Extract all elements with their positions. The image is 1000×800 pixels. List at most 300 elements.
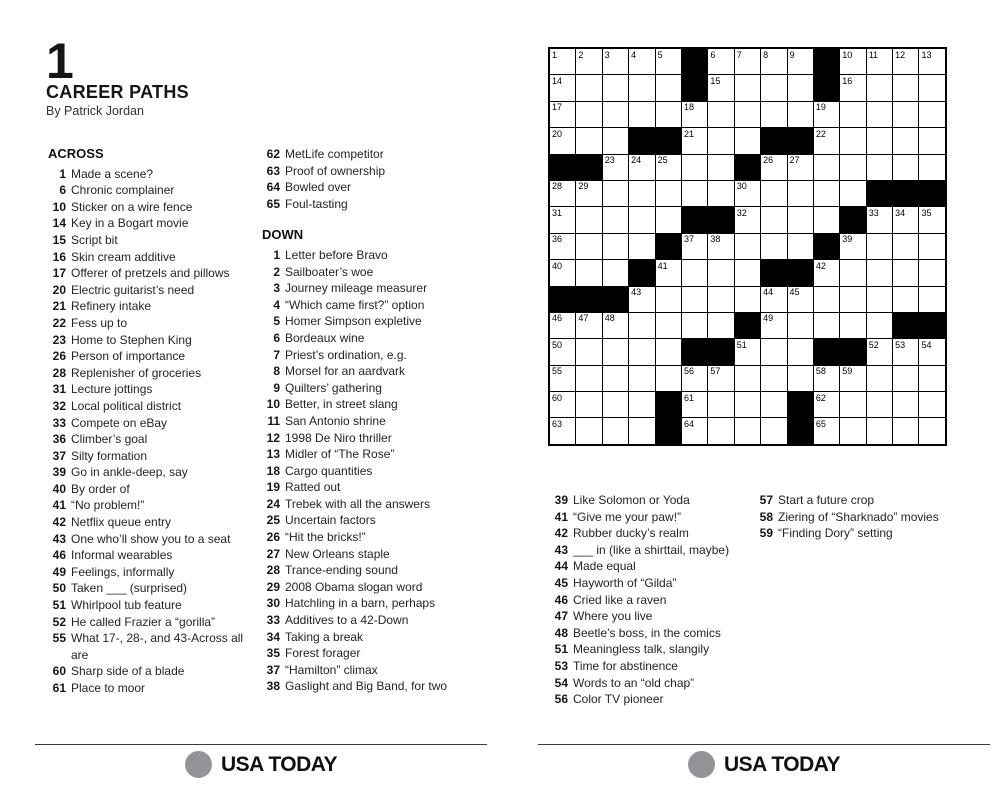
clue-text: Replenisher of groceries: [71, 365, 202, 380]
grid-cell: [735, 181, 760, 206]
grid-cell: [656, 102, 681, 127]
clue: [48, 215, 260, 232]
grid-cell: [840, 313, 865, 338]
clue: [550, 608, 758, 625]
clue-number: 16: [52, 249, 66, 264]
grid-cell: [788, 313, 813, 338]
grid-cell: [550, 181, 575, 206]
grid-cell: [893, 102, 918, 127]
cell-number: 52: [868, 339, 879, 350]
black-cell: [656, 392, 681, 417]
cell-number: 19: [815, 102, 826, 113]
clue: [262, 562, 476, 579]
grid-cell: [761, 287, 786, 312]
clue: [48, 315, 260, 332]
grid-cell: [761, 75, 786, 100]
cell-number: 59: [842, 366, 853, 377]
clue-text: Quilters’ gathering: [285, 380, 382, 395]
clue: [48, 199, 260, 216]
clue-number: 26: [52, 349, 66, 364]
grid-cell: [867, 75, 892, 100]
clue-number: 13: [266, 447, 280, 462]
clue-text: Where you live: [573, 609, 653, 624]
grid-cell: [867, 418, 892, 443]
grid-cell: [761, 366, 786, 391]
clue-number: 31: [52, 382, 66, 397]
clue: [48, 514, 260, 531]
clue-text: Journey mileage measurer: [285, 281, 428, 296]
clue: [48, 348, 260, 365]
cell-number: 31: [552, 207, 563, 218]
clue: [550, 558, 758, 575]
grid-cell: [761, 207, 786, 232]
black-cell: [550, 155, 575, 180]
grid-cell: [788, 366, 813, 391]
grid-cell: [656, 207, 681, 232]
black-cell: [814, 339, 839, 364]
grid-cell: [708, 366, 733, 391]
clue: [262, 463, 476, 480]
clue: [262, 496, 476, 513]
cell-number: 7: [736, 49, 742, 60]
grid-cell: [708, 234, 733, 259]
grid-cell: [576, 102, 601, 127]
cell-number: 23: [604, 155, 615, 166]
cell-number: 39: [842, 234, 853, 245]
clue-text: “Finding Dory” setting: [778, 526, 893, 541]
clue-text: Like Solomon or Yoda: [573, 493, 690, 507]
clue: [262, 363, 476, 380]
black-cell: [708, 207, 733, 232]
clue-number: 41: [52, 498, 66, 513]
clue-text: Bordeaux wine: [285, 330, 365, 345]
cell-number: 5: [657, 49, 663, 60]
grid-cell: [735, 418, 760, 443]
black-cell: [893, 181, 918, 206]
black-cell: [788, 260, 813, 285]
clue-number: 61: [52, 681, 66, 695]
clue: [48, 232, 260, 249]
clue-number: 6: [273, 330, 280, 345]
grid-cell: [603, 49, 628, 74]
grid-cell: [708, 181, 733, 206]
grid-cell: [550, 392, 575, 417]
grid-cell: [788, 207, 813, 232]
clue: [262, 347, 476, 364]
right-page-footer: [538, 744, 990, 778]
clue-number: 48: [554, 625, 568, 640]
black-cell: [893, 313, 918, 338]
grid-cell: [814, 418, 839, 443]
clue: [262, 479, 476, 496]
clue-text: 2008 Obama slogan word: [285, 579, 423, 594]
clue-text: Midler of “The Rose”: [285, 447, 395, 462]
black-cell: [656, 418, 681, 443]
clue-number: 32: [52, 398, 66, 413]
grid-cell: [629, 102, 654, 127]
grid-cell: [603, 75, 628, 100]
clue-number: 43: [554, 542, 568, 557]
cell-number: 3: [604, 49, 610, 60]
grid-cell: [761, 418, 786, 443]
grid-cell: [867, 128, 892, 153]
clue-text: Priest’s ordination, e.g.: [285, 347, 407, 362]
clue-number: 60: [52, 664, 66, 679]
grid-cell: [550, 339, 575, 364]
grid-cell: [893, 366, 918, 391]
grid-cell: [761, 49, 786, 74]
clue-text: Offerer of pretzels and pillows: [71, 266, 230, 281]
grid-cell: [629, 366, 654, 391]
clue-number: 4: [273, 297, 280, 312]
cell-number: 63: [552, 418, 563, 429]
grid-cell: [814, 392, 839, 417]
black-cell: [735, 313, 760, 338]
cell-number: 13: [921, 49, 932, 60]
cell-number: 28: [552, 181, 563, 192]
clue-number: 26: [266, 530, 280, 545]
grid-cell: [788, 181, 813, 206]
cell-number: 48: [604, 313, 615, 324]
grid-cell: [629, 392, 654, 417]
clue-number: 54: [554, 675, 568, 690]
grid-cell: [629, 49, 654, 74]
usatoday-logo: [538, 751, 990, 778]
grid-cell: [682, 392, 707, 417]
cell-number: 26: [763, 155, 774, 166]
grid-cell: [682, 155, 707, 180]
clue-text: San Antonio shrine: [285, 413, 386, 428]
clue: [550, 625, 758, 642]
grid-cell: [735, 207, 760, 232]
black-cell: [682, 75, 707, 100]
cell-number: 55: [552, 366, 563, 377]
black-cell: [682, 49, 707, 74]
grid-cell: [840, 128, 865, 153]
grid-cell: [708, 287, 733, 312]
clue-number: 18: [266, 463, 280, 478]
grid-cell: [735, 392, 760, 417]
grid-cell: [708, 75, 733, 100]
black-cell: [550, 287, 575, 312]
grid-cell: [893, 155, 918, 180]
across-clues-list: [48, 166, 260, 697]
grid-cell: [814, 155, 839, 180]
black-cell: [682, 339, 707, 364]
grid-cell: [867, 287, 892, 312]
clue-number: 39: [554, 493, 568, 507]
grid-cell: [682, 234, 707, 259]
cell-number: 33: [868, 207, 879, 218]
clue-number: 25: [266, 513, 280, 528]
grid-cell: [840, 287, 865, 312]
black-cell: [788, 392, 813, 417]
clue-number: 42: [52, 515, 66, 530]
clue: [550, 509, 758, 526]
clue-text: Better, in street slang: [285, 397, 398, 412]
grid-cell: [708, 155, 733, 180]
clue-number: 57: [759, 493, 773, 507]
clue-text: Rubber ducky’s realm: [573, 526, 689, 541]
clue-text: Home to Stephen King: [71, 332, 192, 347]
grid-cell: [919, 418, 944, 443]
cell-number: 44: [763, 287, 774, 298]
grid-cell: [656, 75, 681, 100]
grid-cell: [735, 366, 760, 391]
grid-cell: [788, 287, 813, 312]
clue-number: 20: [52, 282, 66, 297]
clue: [48, 597, 260, 614]
clue-number: 46: [554, 592, 568, 607]
grid-cell: [708, 313, 733, 338]
grid-cell: [840, 75, 865, 100]
cell-number: 11: [868, 49, 879, 60]
clue-text: Additives to a 42-Down: [285, 613, 409, 628]
black-cell: [708, 339, 733, 364]
cell-number: 53: [895, 339, 906, 350]
clue: [48, 448, 260, 465]
down-clues-column-last: [755, 492, 955, 542]
clue: [48, 398, 260, 415]
cell-number: 9: [789, 49, 795, 60]
clue-number: 45: [554, 575, 568, 590]
cell-number: 32: [736, 207, 747, 218]
clue-number: 24: [266, 496, 280, 511]
cell-number: 58: [815, 366, 826, 377]
black-cell: [840, 207, 865, 232]
clue-number: 52: [52, 614, 66, 629]
clue-text: Whirlpool tub feature: [71, 598, 182, 613]
cell-number: 1: [552, 49, 558, 60]
grid-cell: [735, 128, 760, 153]
grid-cell: [893, 260, 918, 285]
clue-number: 1: [273, 247, 280, 262]
grid-cell: [840, 181, 865, 206]
black-cell: [919, 181, 944, 206]
clue: [262, 146, 476, 163]
clue-text: He called Frazier a “gorilla”: [71, 614, 216, 629]
clue-text: “Hamilton” climax: [285, 662, 378, 677]
clue: [262, 297, 476, 314]
grid-cell: [867, 49, 892, 74]
cell-number: 64: [683, 418, 694, 429]
black-cell: [576, 287, 601, 312]
clue: [262, 247, 476, 264]
clue-text: Taken ___ (surprised): [71, 581, 188, 596]
grid-cell: [708, 49, 733, 74]
clue-number: 59: [759, 526, 773, 541]
clue-text: Cargo quantities: [285, 463, 373, 478]
footer-rule: [35, 744, 487, 745]
clue: [48, 166, 260, 183]
grid-cell: [682, 313, 707, 338]
grid-cell: [629, 287, 654, 312]
grid-cell: [788, 155, 813, 180]
cell-number: 40: [552, 260, 563, 271]
grid-cell: [550, 75, 575, 100]
clue: [755, 509, 955, 526]
clue: [550, 525, 758, 542]
clue: [48, 614, 260, 631]
grid-cell: [919, 287, 944, 312]
grid-cell: [761, 102, 786, 127]
grid-cell: [708, 128, 733, 153]
grid-cell: [788, 49, 813, 74]
clue-text: Trance-ending sound: [285, 563, 398, 578]
cell-number: 22: [815, 128, 826, 139]
black-cell: [682, 207, 707, 232]
cell-number: 18: [683, 102, 694, 113]
grid-cell: [735, 339, 760, 364]
clue: [48, 547, 260, 564]
cell-number: 41: [657, 260, 668, 271]
grid-cell: [603, 181, 628, 206]
clue-number: 1: [59, 166, 66, 181]
clue-text: “Hit the bricks!”: [285, 530, 366, 545]
clue-text: Foul-tasting: [285, 196, 348, 211]
clue-number: 28: [52, 365, 66, 380]
clue-number: 65: [266, 196, 280, 211]
puzzle-title: CAREER PATHS: [46, 82, 189, 102]
clue: [262, 313, 476, 330]
clue: [550, 492, 758, 509]
clue-text: Fess up to: [71, 315, 128, 330]
clue-text: Script bit: [71, 232, 118, 247]
clue-number: 37: [52, 448, 66, 463]
clue: [48, 182, 260, 199]
clue: [262, 430, 476, 447]
grid-cell: [629, 155, 654, 180]
grid-cell: [814, 207, 839, 232]
clue: [550, 542, 758, 559]
clue-number: 2: [273, 264, 280, 279]
clue: [48, 249, 260, 266]
across-clues-list-continued: [262, 146, 476, 212]
clue-text: Words to an “old chap”: [573, 675, 695, 690]
grid-cell: [656, 313, 681, 338]
across-clues-column: [48, 146, 260, 697]
clue: [262, 678, 476, 695]
grid-cell: [919, 366, 944, 391]
puzzle-number: 1: [46, 33, 74, 89]
grid-cell: [603, 155, 628, 180]
clue: [550, 575, 758, 592]
grid-cell: [629, 339, 654, 364]
clue: [48, 365, 260, 382]
grid-cell: [550, 234, 575, 259]
cell-number: 43: [631, 287, 642, 298]
cell-number: 36: [552, 234, 563, 245]
clue-number: 43: [52, 531, 66, 546]
black-cell: [603, 287, 628, 312]
clue-number: 38: [266, 679, 280, 694]
cell-number: 56: [683, 366, 694, 377]
clue-number: 42: [554, 526, 568, 541]
grid-cell: [814, 102, 839, 127]
clue-number: 64: [266, 180, 280, 195]
grid-cell: [576, 75, 601, 100]
clue-text: MetLife competitor: [285, 147, 384, 161]
black-cell: [788, 418, 813, 443]
clue-text: Bowled over: [285, 180, 352, 195]
grid-cell: [603, 313, 628, 338]
black-cell: [919, 313, 944, 338]
grid-cell: [708, 102, 733, 127]
clue-text: 1998 De Niro thriller: [285, 430, 392, 445]
grid-cell: [603, 418, 628, 443]
footer-rule: [538, 744, 990, 745]
clue-text: Compete on eBay: [71, 415, 168, 430]
puzzle-byline: By Patrick Jordan: [46, 104, 144, 118]
cell-number: 30: [736, 181, 747, 192]
down-clues-list-last: [755, 492, 955, 542]
grid-cell: [893, 392, 918, 417]
grid-cell: [682, 366, 707, 391]
clue-text: “Which came first?” option: [285, 297, 425, 312]
grid-cell: [629, 75, 654, 100]
clue-text: Start a future crop: [778, 493, 875, 507]
clue-number: 10: [52, 199, 66, 214]
grid-cell: [550, 128, 575, 153]
clue: [48, 531, 260, 548]
clue: [550, 691, 758, 708]
grid-cell: [919, 75, 944, 100]
grid-cell: [576, 234, 601, 259]
usatoday-circle-icon: [688, 751, 715, 778]
clue-text: Hatchling in a barn, perhaps: [285, 596, 436, 611]
cell-number: 50: [552, 339, 563, 350]
grid-cell: [656, 366, 681, 391]
clue-text: Person of importance: [71, 349, 186, 364]
clue: [262, 163, 476, 180]
grid-cell: [893, 234, 918, 259]
clue: [48, 630, 260, 663]
black-cell: [656, 234, 681, 259]
cell-number: 8: [763, 49, 769, 60]
cell-number: 47: [578, 313, 589, 324]
grid-cell: [576, 207, 601, 232]
grid-cell: [682, 181, 707, 206]
grid-cell: [840, 234, 865, 259]
usatoday-circle-icon: [185, 751, 212, 778]
clue-number: 36: [52, 432, 66, 447]
cell-number: 34: [895, 207, 906, 218]
grid-cell: [919, 207, 944, 232]
clue: [48, 580, 260, 597]
clue-text: ___ in (like a shirttail, maybe): [573, 542, 730, 557]
clue-text: Ratted out: [285, 480, 341, 495]
grid-cell: [656, 155, 681, 180]
clue-text: Silty formation: [71, 448, 148, 463]
clue: [262, 612, 476, 629]
cell-number: 46: [552, 313, 563, 324]
grid-cell: [761, 181, 786, 206]
grid-cell: [735, 287, 760, 312]
clue-text: Electric guitarist’s need: [71, 282, 195, 297]
clue-number: 39: [52, 465, 66, 480]
cell-number: 16: [842, 75, 853, 86]
clue-text: Key in a Bogart movie: [71, 216, 189, 231]
clue-number: 5: [273, 314, 280, 329]
clue-text: Place to moor: [71, 681, 146, 695]
grid-cell: [603, 366, 628, 391]
grid-cell: [708, 260, 733, 285]
cell-number: 65: [815, 418, 826, 429]
grid-cell: [576, 313, 601, 338]
grid-cell: [840, 102, 865, 127]
grid-cell: [788, 102, 813, 127]
grid-cell: [550, 313, 575, 338]
